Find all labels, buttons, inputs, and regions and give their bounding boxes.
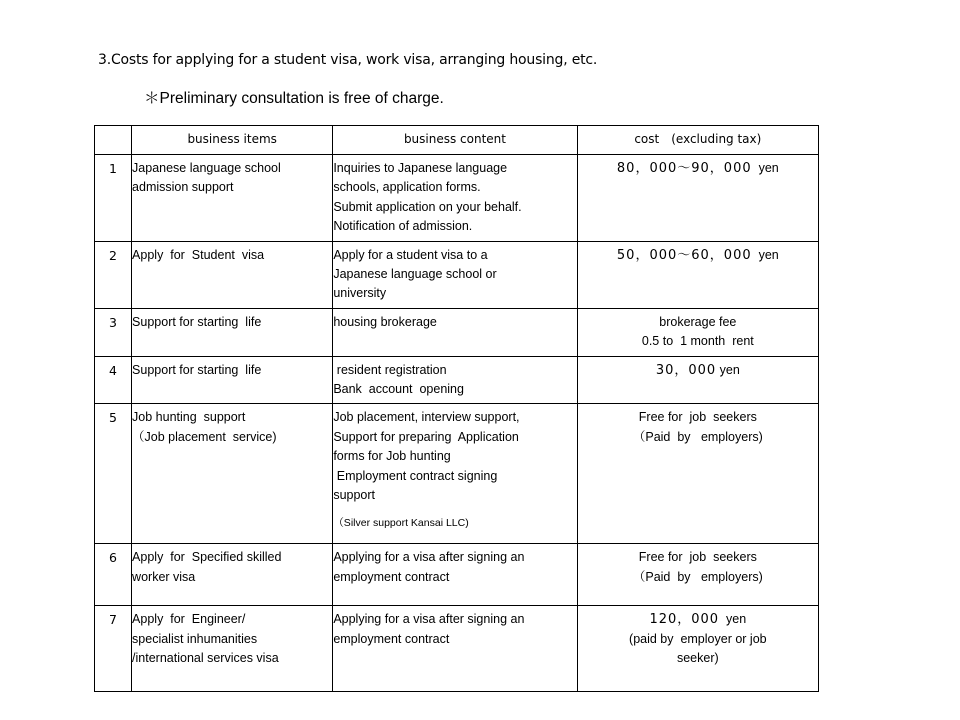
business-content-line: employment contract: [333, 569, 450, 584]
business-content-text: [333, 357, 576, 404]
business-content-text: [333, 606, 576, 653]
business-content-text: [333, 544, 576, 591]
cost-amount: 30，000: [655, 362, 717, 378]
business-item-cell: [132, 404, 333, 544]
business-item-line: Support for starting life: [132, 314, 262, 329]
business-item-text: [132, 606, 332, 672]
business-item-cell: [132, 241, 333, 308]
provider-note: （Silver support Kansai LLC): [333, 516, 469, 529]
business-item-text: [132, 404, 332, 451]
cost-unit: yen: [716, 362, 740, 377]
row-number-text: 6: [109, 550, 117, 566]
business-item-line: admission support: [132, 180, 234, 195]
cost-cell: [577, 356, 818, 404]
business-item-line: worker visa: [132, 569, 196, 584]
cost-line: 0.5 to 1 month rent: [641, 334, 754, 349]
business-content-line: Bank account opening: [333, 382, 464, 397]
business-item-cell: [132, 155, 333, 242]
business-content-cell: [333, 356, 577, 404]
business-content-cell: [333, 544, 577, 606]
row-number-text: 3: [109, 314, 117, 330]
cost-text: [578, 544, 818, 591]
cost-table: [94, 125, 819, 692]
cost-amount: 120，000: [649, 612, 720, 628]
cost-unit: yen: [719, 612, 747, 627]
row-number-text: 1: [109, 161, 117, 176]
business-content-text: [333, 309, 576, 336]
table-row: [95, 356, 819, 404]
business-item-text: [132, 357, 332, 384]
business-content-line: Employment contract signing: [333, 468, 498, 483]
business-item-line: Job hunting support: [132, 410, 246, 425]
row-number-text: 2: [109, 247, 117, 263]
table-row: [95, 155, 819, 242]
cost-line: （Paid by employers): [632, 569, 763, 584]
business-content-text: [333, 404, 576, 536]
business-item-cell: [132, 544, 333, 606]
cost-line: （Paid by employers): [632, 429, 763, 444]
business-content-line: support: [333, 488, 376, 503]
section-heading: 3.Costs for applying for a student visa, work visa, arranging housing, etc.: [98, 52, 598, 68]
business-content-line: employment contract: [333, 631, 450, 646]
row-number-text: 4: [109, 362, 117, 378]
table-row: [95, 606, 819, 692]
business-content-line: Inquiries to Japanese language: [333, 161, 508, 175]
header-number: [95, 126, 132, 155]
business-content-line: schools, application forms.: [333, 180, 481, 195]
header-business-items: business items: [132, 126, 333, 155]
business-content-line: Support for preparing Application: [333, 429, 519, 444]
business-item-line: Apply for Student visa: [132, 247, 265, 262]
row-number: [95, 155, 132, 242]
business-content-cell: [333, 241, 577, 308]
cost-cell: [577, 606, 818, 692]
business-item-line: （Job placement service): [132, 429, 277, 444]
table-header-row: [95, 126, 819, 155]
business-item-cell: [132, 308, 333, 356]
cost-text: [578, 606, 818, 672]
business-item-line: Apply for Engineer/: [132, 612, 246, 627]
cost-cell: [577, 544, 818, 606]
business-content-text: [333, 155, 576, 241]
cost-amount-line: [578, 246, 818, 265]
business-content-cell: [333, 404, 577, 544]
cost-amount: 50，000～60，000: [616, 247, 752, 263]
cost-line: brokerage fee: [659, 314, 737, 329]
table-row: [95, 544, 819, 606]
cost-line: (paid by employer or job: [629, 631, 767, 646]
business-item-text: [132, 309, 332, 336]
row-number-text: 5: [109, 410, 117, 426]
business-item-cell: [132, 606, 333, 692]
row-number: [95, 544, 132, 606]
business-item-line: Apply for Specified skilled: [132, 550, 282, 565]
cost-line: Free for job seekers: [638, 550, 757, 565]
business-item-line: Japanese language school: [132, 161, 281, 175]
cost-unit: yen: [751, 247, 779, 262]
business-content-line: Applying for a visa after signing an: [333, 612, 525, 627]
business-content-line: Job placement, interview support,: [333, 410, 520, 425]
cost-amount-line: [578, 610, 818, 629]
row-number-text: 7: [109, 612, 117, 628]
cost-cell: [577, 404, 818, 544]
cost-line: Free for job seekers: [638, 410, 757, 425]
cost-amount-line: [578, 159, 818, 178]
free-consultation-note: ＊Preliminary consultation is free of charge.: [144, 90, 444, 107]
table-row: [95, 241, 819, 308]
business-item-cell: [132, 356, 333, 404]
cost-amount-line: [578, 361, 818, 380]
business-item-text: [132, 242, 332, 269]
business-item-line: Support for starting life: [132, 362, 262, 377]
row-number: [95, 308, 132, 356]
header-business-content: business content: [333, 126, 577, 155]
business-content-line: Submit application on your behalf.: [333, 199, 522, 214]
cost-amount: 80，000～90，000: [616, 161, 752, 176]
row-number: [95, 606, 132, 692]
cost-text: [578, 357, 818, 384]
table-row: [95, 404, 819, 544]
cost-cell: [577, 308, 818, 356]
cost-text: [578, 155, 818, 182]
table-row: [95, 308, 819, 356]
row-number: [95, 404, 132, 544]
row-number: [95, 356, 132, 404]
business-content-line: Apply for a student visa to a: [333, 247, 488, 262]
business-content-line: Notification of admission.: [333, 219, 473, 234]
business-content-cell: [333, 155, 577, 242]
cost-cell: [577, 155, 818, 242]
business-content-line: university: [333, 286, 387, 301]
business-content-text: [333, 242, 576, 308]
header-cost: cost (excluding tax): [577, 126, 818, 155]
business-content-line: resident registration: [333, 362, 447, 377]
business-content-line: housing brokerage: [333, 314, 437, 329]
cost-text: [578, 309, 818, 356]
cost-text: [578, 404, 818, 451]
business-item-line: /international services visa: [132, 651, 279, 666]
table-body: [95, 155, 819, 692]
business-item-text: [132, 155, 332, 202]
business-content-cell: [333, 308, 577, 356]
business-item-text: [132, 544, 332, 591]
cost-line: seeker): [676, 651, 719, 666]
cost-unit: yen: [751, 161, 779, 175]
business-content-line: Applying for a visa after signing an: [333, 550, 525, 565]
business-content-cell: [333, 606, 577, 692]
cost-cell: [577, 241, 818, 308]
cost-text: [578, 242, 818, 269]
business-content-line: forms for Job hunting: [333, 449, 451, 464]
business-item-line: specialist inhumanities: [132, 631, 258, 646]
row-number: [95, 241, 132, 308]
business-content-line: Japanese language school or: [333, 267, 497, 282]
